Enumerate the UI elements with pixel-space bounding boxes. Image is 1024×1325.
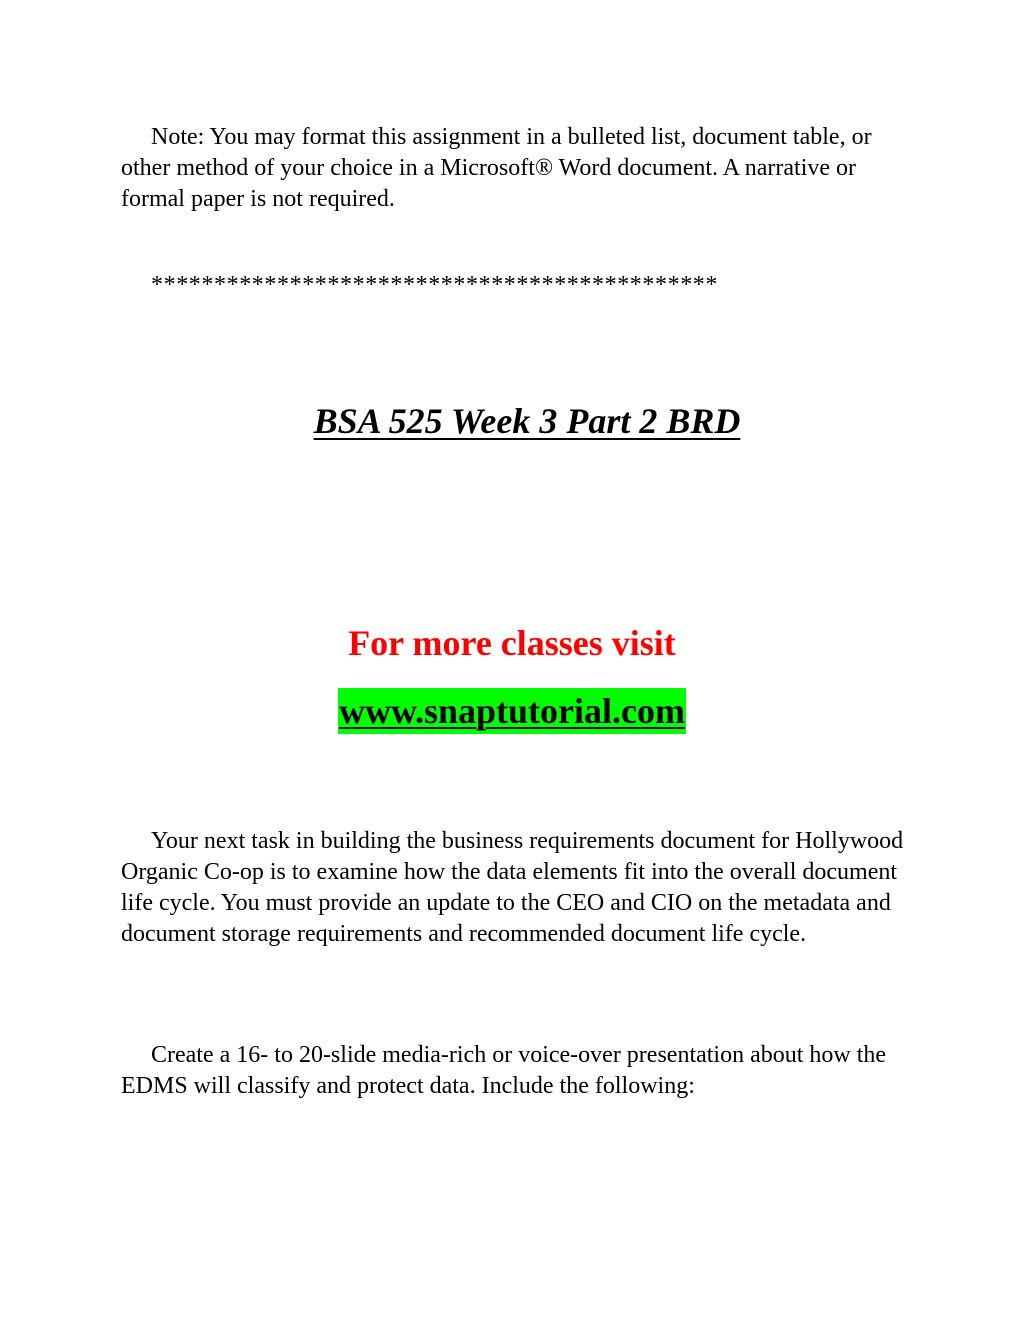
snaptutorial-link[interactable]: www.snaptutorial.com	[338, 688, 686, 734]
task-paragraph	[121, 826, 911, 950]
task-text: Your next task in building the business requirements document for Hollywood Organic Co-op is to examine how the data elements fit into the overall document life cycle. You must provide an update to the CEO and CIO on the metadata and document storage requirements and recommended document life cycle.	[121, 828, 904, 947]
promo-text: For more classes visit	[348, 623, 676, 663]
create-paragraph	[121, 1040, 911, 1102]
create-text: Create a 16- to 20-slide media-rich or voice-over presentation about how the EDMS will classify and protect data. Include the following:	[121, 1042, 887, 1099]
separator-line: *********************************************	[151, 272, 718, 298]
promo-link-container	[0, 688, 1024, 734]
note-paragraph	[121, 122, 911, 215]
note-text: Note: You may format this assignment in a bulleted list, document table, or other method of your choice in a Microsoft® Word document. A narrative or formal paper is not required.	[121, 124, 872, 212]
page-title: BSA 525 Week 3 Part 2 BRD	[313, 401, 741, 441]
